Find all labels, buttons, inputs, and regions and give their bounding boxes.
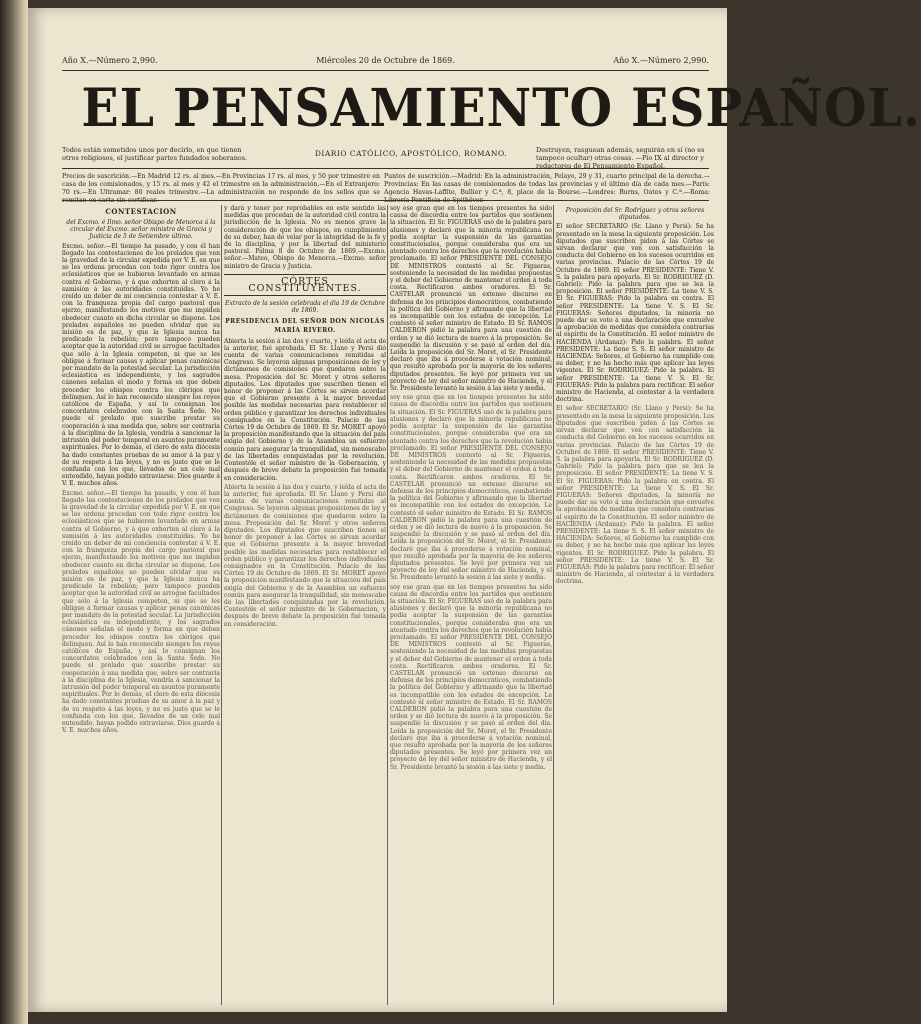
article-column-2 bbox=[224, 205, 386, 1005]
presidency-line: PRESIDENCIA DEL SEÑOR DON NICOLÁS MARÍA RIVERO. bbox=[225, 317, 385, 334]
info-rule-top bbox=[62, 168, 709, 169]
session-body-3: soy ese gran que en los tiempos presentes ha sido causa de discordia entre los partidos que sostienen la situación. El Sr. FIGUERAS usó de la palabra para alusiones y declaró que la minoría republicana no podía aceptar la suspensión de las garantías constitucionales, porque consideraba que era un atentado contra los derechos que la revolución había proclamado. El señor PRESIDENTE DEL CONSEJO DE MINISTROS contestó al Sr. Figueras, sosteniendo la necesidad de las medidas propuestas y el deber del Gobierno de mantener el orden á toda costa. Rectificaron ambos oradores. El Sr. CASTELAR pronunció un extenso discurso en defensa de los principios democráticos, combatiendo la política del Gobierno y afirmando que la libertad es incompatible con los estados de excepción. Le contestó el señor ministro de Estado. El Sr. RAMOS CALDERON pidió la palabra para una cuestión de orden y se dió lectura de nuevo á la proposición. Se suspendió la discusión y se pasó al orden del día. Leída la proposición del Sr. Moret, el Sr. Presidente declaró que iba á procederse á votación nominal, que resultó aprobada por la mayoría de los señores diputados presentes. Se leyó por primera vez un proyecto de ley del señor ministro de Hacienda, y el Sr. Presidente levantó la sesión á las siete y media. bbox=[390, 205, 552, 393]
section-heading: CÓRTES CONSTITUYENTES. bbox=[224, 274, 386, 296]
newspaper-title: EL PENSAMIENTO ESPAÑOL. bbox=[81, 78, 921, 139]
info-rule-bottom bbox=[62, 200, 709, 201]
motto-left: Todos están sometidos unos por decirlo, en que tienen otros religiosos, el justificar partes fundados soberanos. bbox=[62, 146, 248, 162]
issue-number-right: Año X.—Número 2,990. bbox=[613, 56, 709, 65]
column-divider bbox=[387, 205, 388, 1005]
column-divider bbox=[553, 205, 554, 1005]
article-column-4 bbox=[556, 205, 714, 1005]
newspaper-subtitle: DIARIO CATÓLICO, APOSTÓLICO, ROMANO. bbox=[314, 149, 508, 158]
issue-number-left: Año X.—Número 2,990. bbox=[62, 56, 158, 65]
subscription-prices: Precios de suscrición.—En Madrid 12 rs. al mes.—En Provincias 17 rs. al mes, y 50 por trimestre en casa de los comisionados, y 15 rs. al mes y 42 el trimestre en la administración.—En el Extranjero: 70 rs.—En Ultramar: 80 reales trimestre.—La administración no responde de los sellos que se remitan en carta sin certificar. bbox=[62, 173, 380, 204]
proposal-body: El señor SECRETARIO (Sr. Llano y Persi): Se ha presentado en la mesa la siguiente proposición. Los diputados que suscriben piden á las Córtes se sirvan declarar que ven con satisfacción la conducta del Gobierno en los sucesos ocurridos en varias provincias. Palacio de las Córtes 19 de Octubre de 1869. El señor PRESIDENTE: Tiene V. S. la palabra para apoyarla. El Sr. RODRIGUEZ (D. Gabriel): Pido la palabra para que se lea la proposición. El señor PRESIDENTE: La tiene V. S. El Sr. FIGUERAS: Pido la palabra en contra. El señor PRESIDENTE: La tiene V. S. El Sr. FIGUERAS: Señores diputados, la minoría no puede dar su voto á una declaración que envuelve la aprobación de medidas que considera contrarias al espíritu de la Constitución. El señor ministro de HACIENDA (Ardanaz): Pido la palabra. El señor PRESIDENTE: La tiene S. S. El señor ministro de HACIENDA: Señores, el Gobierno ha cumplido con su deber, y no ha hecho más que aplicar las leyes vigentes. El Sr. RODRIGUEZ: Pido la palabra. El señor PRESIDENTE: La tiene V. S. El Sr. FIGUERAS: Pido la palabra para rectificar. El señor ministro de Hacienda, al contestar á la verdadera doctrina. bbox=[556, 223, 714, 404]
newspaper-page bbox=[28, 8, 921, 1012]
book-spine bbox=[0, 0, 28, 1024]
article-body: Excmo. señor.—El tiempo ha pasado, y con él han llegado las contestaciones de los prelados que ven la gravedad de la circular expedida por V. E. en que se les ordena procedan con todo rigor contra los eclesiásticos que se hubieren levantado en armas contra el Gobierno, y á que exhorten al clero á la sumisión á las autoridades constituidas. Yo he creído un deber de mi conciencia contestar á V. E. con la franqueza propia del cargo pastoral que ejerzo, manifestando los motivos que me impiden obedecer cuanto en dicha circular se dispone. Los prelados españoles no pueden olvidar que su misión es de paz, y que la Iglesia nunca ha predicado la rebelión; pero tampoco pueden aceptar que la autoridad civil se arrogue facultades que sólo á la Iglesia competen, ni que se les obligue á formar causas y aplicar penas canónicas por mandato de la potestad secular. La jurisdicción eclesiástica es independiente, y los sagrados cánones señalan el modo y forma en que deben proceder los obispos contra los clérigos que delinquen. Así lo han reconocido siempre los reyes católicos de España, y así lo consignan los concordatos celebrados con la Santa Sede. No puede el prelado que suscribe prestar su cooperación á una medida que, sobre ser contraria á la disciplina de la Iglesia, vendría á sancionar la intrusión del poder temporal en asuntos puramente espirituales. Por lo demás, el clero de esta diócesis ha dado constantes pruebas de su amor á la paz y de su respeto á las leyes, y no es justo que se le confunda con los que, llevados de un celo mal entendido, hayan podido extraviarse. Dios guarde á V. E. muchos años. bbox=[62, 242, 220, 488]
session-body-3-continued-2: soy ese gran que en los tiempos presentes ha sido causa de discordia entre los partidos que sostienen la situación. El Sr. FIGUERAS usó de la palabra para alusiones y declaró que la minoría republicana no podía aceptar la suspensión de las garantías constitucionales, porque consideraba que era un atentado contra los derechos que la revolución había proclamado. El señor PRESIDENTE DEL CONSEJO DE MINISTROS contestó al Sr. Figueras, sosteniendo la necesidad de las medidas propuestas y el deber del Gobierno de mantener el orden á toda costa. Rectificaron ambos oradores. El Sr. CASTELAR pronunció un extenso discurso en defensa de los principios democráticos, combatiendo la política del Gobierno y afirmando que la libertad es incompatible con los estados de excepción. Le contestó el señor ministro de Estado. El Sr. RAMOS CALDERON pidió la palabra para una cuestión de orden y se dió lectura de nuevo á la proposición. Se suspendió la discusión y se pasó al orden del día. Leída la proposición del Sr. Moret, el Sr. Presidente declaró que iba á procederse á votación nominal, que resultó aprobada por la mayoría de los señores diputados presentes. Se leyó por primera vez un proyecto de ley del señor ministro de Hacienda, y el Sr. Presidente levantó la sesión á las siete y media. bbox=[390, 583, 552, 771]
proposal-body-continued: El señor SECRETARIO (Sr. Llano y Persi): Se ha presentado en la mesa la siguiente proposición. Los diputados que suscriben piden á las Córtes se sirvan declarar que ven con satisfacción la conducta del Gobierno en los sucesos ocurridos en varias provincias. Palacio de las Córtes 19 de Octubre de 1869. El señor PRESIDENTE: Tiene V. S. la palabra para apoyarla. El Sr. RODRIGUEZ (D. Gabriel): Pido la palabra para que se lea la proposición. El señor PRESIDENTE: La tiene V. S. El Sr. FIGUERAS: Pido la palabra en contra. El señor PRESIDENTE: La tiene V. S. El Sr. FIGUERAS: Señores diputados, la minoría no puede dar su voto á una declaración que envuelve la aprobación de medidas que considera contrarias al espíritu de la Constitución. El señor ministro de HACIENDA (Ardanaz): Pido la palabra. El señor PRESIDENTE: La tiene S. S. El señor ministro de HACIENDA: Señores, el Gobierno ha cumplido con su deber, y no ha hecho más que aplicar las leyes vigentes. El Sr. RODRIGUEZ: Pido la palabra. El señor PRESIDENTE: La tiene V. S. El Sr. FIGUERAS: Pido la palabra para rectificar. El señor ministro de Hacienda, al contestar á la verdadera doctrina. bbox=[556, 405, 714, 586]
article-body-continued: Excmo. señor.—El tiempo ha pasado, y con él han llegado las contestaciones de los prelados que ven la gravedad de la circular expedida por V. E. en que se les ordena procedan con todo rigor contra los eclesiásticos que se hubieren levantado en armas contra el Gobierno, y á que exhorten al clero á la sumisión á las autoridades constituidas. Yo he creído un deber de mi conciencia contestar á V. E. con la franqueza propia del cargo pastoral que ejerzo, manifestando los motivos que me impiden obedecer cuanto en dicha circular se dispone. Los prelados españoles no pueden olvidar que su misión es de paz, y que la Iglesia nunca ha predicado la rebelión; pero tampoco pueden aceptar que la autoridad civil se arrogue facultades que sólo á la Iglesia competen, ni que se les obligue á formar causas y aplicar penas canónicas por mandato de la potestad secular. La jurisdicción eclesiástica es independiente, y los sagrados cánones señalan el modo y forma en que deben proceder los obispos contra los clérigos que delinquen. Así lo han reconocido siempre los reyes católicos de España, y así lo consignan los concordatos celebrados con la Santa Sede. No puede el prelado que suscribe prestar su cooperación á una medida que, sobre ser contraria á la disciplina de la Iglesia, vendría á sancionar la intrusión del poder temporal en asuntos puramente espirituales. Por lo demás, el clero de esta diócesis ha dado constantes pruebas de su amor á la paz y de su respeto á las leyes, y no es justo que se le confunda con los que, llevados de un celo mal entendido, hayan podido extraviarse. Dios guarde á V. E. muchos años. bbox=[62, 489, 220, 735]
session-body-continued: Abierta la sesión á las dos y cuarto, y leída el acta de la anterior, fué aprobada. El Sr. Llano y Persi dió cuenta de varias comunicaciones remitidas al Congreso. Se leyeron algunas proposiciones de ley y dictámenes de comisiones que quedaron sobre la mesa. Proposición del Sr. Moret y otros señores diputados. Los diputados que suscriben tienen el honor de proponer á las Córtes se sirvan acordar que el Gobierno presente á la mayor brevedad posible las medidas necesarias para restablecer el orden público y garantizar los derechos individuales consignados en la Constitución. Palacio de las Córtes 19 de Octubre de 1869. El Sr. MORET apoyó la proposición manifestando que la situación del país exigía del Gobierno y de la Asamblea un esfuerzo común para asegurar la tranquilidad, sin menoscabo de las libertades conquistadas por la revolución. Contestóle el señor ministro de la Gobernación, y después de breve debate la proposición fué tomada en consideración. bbox=[224, 483, 386, 628]
issue-date: Miércoles 20 de Octubre de 1869. bbox=[316, 56, 455, 65]
subscription-points: Puntos de suscrición.—Madrid: En la administración, Pelayo, 29 y 31, cuarto principal de la derecha.—Provincias: En las casas de comisionados de todas las provincias y el último día de cada mes.—París: Agencia Havas-Laffite, Bullier y C.ª, 8, place de la Bourse.—Londres: Burns, Oates y C.ª.—Roma: Librería Pontificia de Spithöver. bbox=[384, 173, 710, 204]
top-rule bbox=[62, 70, 709, 71]
column-divider bbox=[221, 205, 222, 1005]
article-column-3 bbox=[390, 205, 552, 1005]
article-intro: del Excmo. é Ilmo. señor Obispo de Menorca á la circular del Excmo. señor ministro de Gracia y Justicia de 5 de Setiembre último. bbox=[66, 219, 216, 241]
proposal-heading: Proposición del Sr. Rodríguez y otros señores diputados. bbox=[565, 207, 705, 222]
article-body-top: y dará y tener por reprobables en este sentido las medidas que procedan de la autoridad civil contra la jurisdicción de la Iglesia. No es menos grave la consideración de que los obispos, en cumplimiento de su deber, han de velar por la integridad de la fe y de la disciplina, y por la libertad del ministerio pastoral. Palma 8 de Octubre de 1869.—Excmo. señor.—Mateo, Obispo de Menorca.—Excmo. señor ministro de Gracia y Justicia. bbox=[224, 205, 386, 270]
article-column-1 bbox=[62, 205, 220, 1005]
session-body-3-continued: soy ese gran que en los tiempos presentes ha sido causa de discordia entre los partidos que sostienen la situación. El Sr. FIGUERAS usó de la palabra para alusiones y declaró que la minoría republicana no podía aceptar la suspensión de las garantías constitucionales, porque consideraba que era un atentado contra los derechos que la revolución había proclamado. El señor PRESIDENTE DEL CONSEJO DE MINISTROS contestó al Sr. Figueras, sosteniendo la necesidad de las medidas propuestas y el deber del Gobierno de mantener el orden á toda costa. Rectificaron ambos oradores. El Sr. CASTELAR pronunció un extenso discurso en defensa de los principios democráticos, combatiendo la política del Gobierno y afirmando que la libertad es incompatible con los estados de excepción. Le contestó el señor ministro de Estado. El Sr. RAMOS CALDERON pidió la palabra para una cuestión de orden y se dió lectura de nuevo á la proposición. Se suspendió la discusión y se pasó al orden del día. Leída la proposición del Sr. Moret, el Sr. Presidente declaró que iba á procederse á votación nominal, que resultó aprobada por la mayoría de los señores diputados presentes. Se leyó por primera vez un proyecto de ley del señor ministro de Hacienda, y el Sr. Presidente levantó la sesión á las siete y media. bbox=[390, 394, 552, 582]
session-body: Abierta la sesión á las dos y cuarto, y leída el acta de la anterior, fué aprobada. El Sr. Llano y Persi dió cuenta de varias comunicaciones remitidas al Congreso. Se leyeron algunas proposiciones de ley y dictámenes de comisiones que quedaron sobre la mesa. Proposición del Sr. Moret y otros señores diputados. Los diputados que suscriben tienen el honor de proponer á las Córtes se sirvan acordar que el Gobierno presente á la mayor brevedad posible las medidas necesarias para restablecer el orden público y garantizar los derechos individuales consignados en la Constitución. Palacio de las Córtes 19 de Octubre de 1869. El Sr. MORET apoyó la proposición manifestando que la situación del país exigía del Gobierno y de la Asamblea un esfuerzo común para asegurar la tranquilidad, sin menoscabo de las libertades conquistadas por la revolución. Contestóle el señor ministro de la Gobernación, y después de breve debate la proposición fué tomada en consideración. bbox=[224, 337, 386, 482]
motto-right: Destruyen, rasguean además, seguirán en sí (no es tampoco ocultar) otras cosas. —Pío IX al director y redactores de El Pensamiento Español. bbox=[536, 146, 705, 170]
session-subtitle: Extracto de la sesión celebrada el día 19 de Octubre de 1869. bbox=[225, 300, 385, 315]
article-heading: CONTESTACION bbox=[105, 207, 177, 216]
issue-line bbox=[62, 56, 709, 65]
